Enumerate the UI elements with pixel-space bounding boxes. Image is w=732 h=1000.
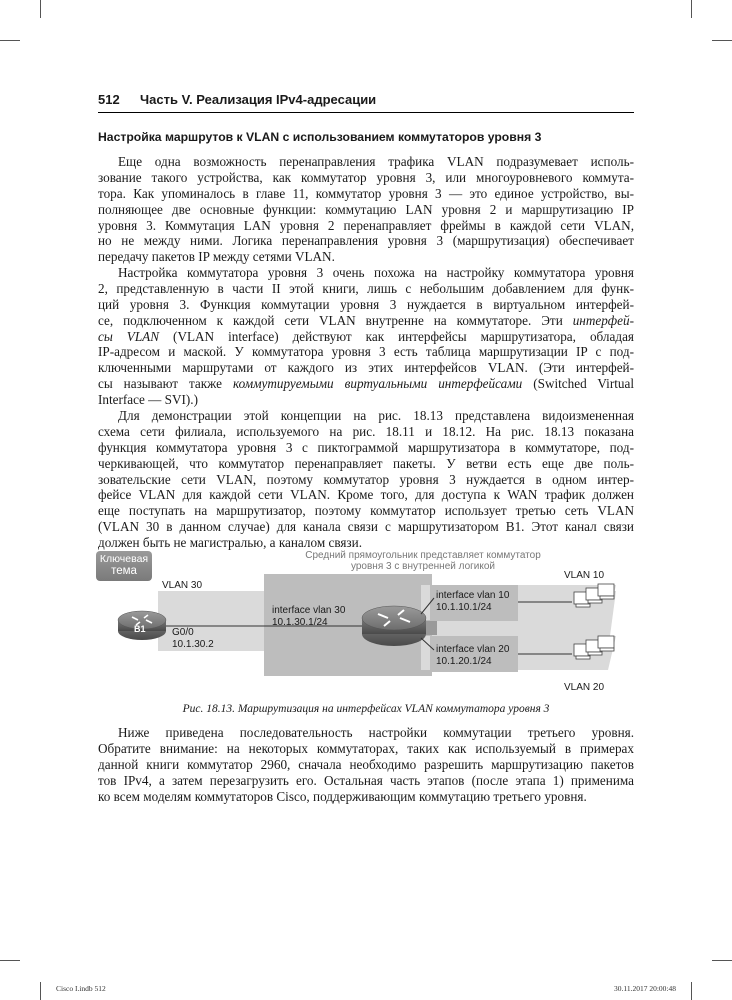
- text-line: сы называют также коммутируемыми виртуальными интерфейсами (Switched Virtual: [98, 376, 634, 392]
- text-line: Interface — SVI).): [98, 392, 198, 408]
- text-line: ций уровня 3. Функция коммутации уровня 3 нуждается в виртуальном интерфей-: [98, 296, 634, 312]
- italic-term: интерфей-: [572, 312, 634, 328]
- crop-mark: [0, 40, 20, 41]
- crop-mark: [40, 0, 41, 18]
- italic-term: коммутируемыми виртуальными интерфейсами: [232, 376, 523, 392]
- text-line: зовательские сети VLAN, поэтому коммутатор уровня 3 нуждается в одном интер-: [98, 471, 634, 487]
- text-line: ключенными маршрутами от каждого из этих интерфейсов VLAN. (Эти интерфей-: [98, 360, 634, 376]
- crop-mark: [0, 960, 20, 961]
- text-line: уровня 3. Коммутация LAN уровня 2 перенаправляет фреймы в каждой сети VLAN,: [98, 217, 634, 233]
- crop-mark: [712, 960, 732, 961]
- paragraph-1: [98, 154, 634, 265]
- text-line: 2, представленную в части II этой книги, лишь с небольшим добавлением для функ-: [98, 280, 634, 296]
- text-line: Настройка коммутатора уровня 3 очень похожа на настройку коммутатора уровня: [118, 265, 634, 280]
- text-line: функция коммутатора уровня 3 с пиктограммой маршрутизатора в коммутаторе, под-: [98, 439, 634, 455]
- footer-file-info: Cisco I.indb 512: [56, 984, 106, 993]
- router-name: B1: [134, 624, 146, 634]
- text-line: данной книги коммутатор 2960, сначала необходимо разрешить маршрутизацию пакетов: [98, 756, 634, 772]
- text-line: передачу пакетов IP между сетями VLAN.: [98, 249, 335, 265]
- text-line: се, подключенном к каждой сети VLAN внутренне на коммутаторе. Эти интерфей-: [98, 312, 634, 328]
- part-title: Часть V. Реализация IPv4-адресации: [140, 92, 377, 107]
- key-topic-badge: Ключевая тема: [96, 551, 152, 581]
- italic-term: сы VLAN: [98, 328, 160, 344]
- header-rule: [98, 112, 634, 113]
- text-line: Ниже приведена последовательность настройки коммутации третьего уровня.: [118, 725, 634, 740]
- iface-vlan30-label: interface vlan 30 10.1.30.1/24: [272, 605, 346, 628]
- text-line: но не между ними. Логика перенаправления уровня 3 (маршрутизация) обеспечивает: [98, 233, 634, 249]
- text-line: зование такого устройства, как коммутатор уровня 3, или многоуровневого коммута-: [98, 169, 634, 185]
- crop-mark: [691, 982, 692, 1000]
- iface-vlan20-label: interface vlan 20 10.1.20.1/24: [436, 644, 510, 667]
- network-diagram: [96, 548, 636, 698]
- router-ip: 10.1.30.2: [172, 639, 214, 650]
- text-line: тов IPv4, а затем перезагрузить его. Остальная часть этапов (после этапа 1) применима: [98, 772, 634, 788]
- text-line: полняющее две основные функции: коммутацию LAN уровня 2 и маршрутизацию IP: [98, 201, 634, 217]
- text-line: схема сети филиала, используемого на рис. 18.11 и 18.12. На рис. 18.13 показана: [98, 423, 634, 439]
- text-line: тора. Как упоминалось в главе 11, коммутатор уровня 3 — это единое устройство, вы-: [98, 185, 634, 201]
- footer-timestamp: 30.11.2017 20:00:48: [613, 984, 676, 993]
- vlan30-label: VLAN 30: [162, 580, 203, 591]
- text-line: черкивающей, что коммутатор перенаправляет пакеты. У ветви есть еще две поль-: [98, 455, 634, 471]
- crop-mark: [712, 40, 732, 41]
- figure-caption: Рис. 18.13. Маршрутизация на интерфейсах VLAN коммутатора уровня 3: [182, 703, 550, 715]
- text-line: фейсе VLAN для каждой сети VLAN. Кроме того, для доступа к WAN трафик должен: [98, 487, 634, 503]
- text-line: (VLAN 30 в данном случае) для канала связи с маршрутизатором B1. Этот канал связи: [98, 519, 634, 535]
- crop-mark: [691, 0, 692, 18]
- figure-vlan-routing: [96, 548, 636, 698]
- crop-mark: [40, 982, 41, 1000]
- section-title: Настройка маршрутов к VLAN с использованием коммутаторов уровня 3: [98, 130, 542, 144]
- paragraph-3: [98, 408, 634, 551]
- iface-vlan10-label: interface vlan 10 10.1.10.1/24: [436, 590, 510, 613]
- vlan20-label: VLAN 20: [564, 682, 605, 693]
- router-interface: G0/0: [172, 627, 194, 638]
- text-line: должен быть не магистралью, а каналом связи.: [98, 535, 363, 551]
- text-line: ко всем моделям коммутаторов Cisco, поддерживающим коммутацию третьего уровня.: [98, 788, 587, 804]
- page-number: 512: [98, 92, 120, 107]
- text-line: еще поступать на маршрутизатор, поэтому коммутатор использует третью сеть VLAN: [98, 503, 634, 519]
- figure-note: Средний прямоугольник представляет коммутатор уровня 3 с внутренней логикой: [305, 550, 541, 572]
- text-line: сы VLAN (VLAN interface) действуют как интерфейсы маршрутизатора, обладая: [98, 328, 634, 344]
- switch-router-icon: [362, 606, 426, 646]
- vlan10-label: VLAN 10: [564, 570, 605, 581]
- text-line: IP-адресом и маской. У коммутатора уровня 3 есть таблица маршрутизации IP с под-: [98, 344, 634, 360]
- text-line: Для демонстрации этой концепции на рис. 18.13 представлена видоизмененная: [118, 408, 634, 423]
- text-line: Еще одна возможность перенаправления трафика VLAN подразумевает исполь-: [118, 154, 634, 169]
- running-header: [98, 92, 634, 107]
- paragraph-4: [98, 725, 634, 804]
- paragraph-2: [98, 265, 634, 408]
- text-line: Обратите внимание: на некоторых коммутаторах, таких как используемый в примерах: [98, 740, 634, 756]
